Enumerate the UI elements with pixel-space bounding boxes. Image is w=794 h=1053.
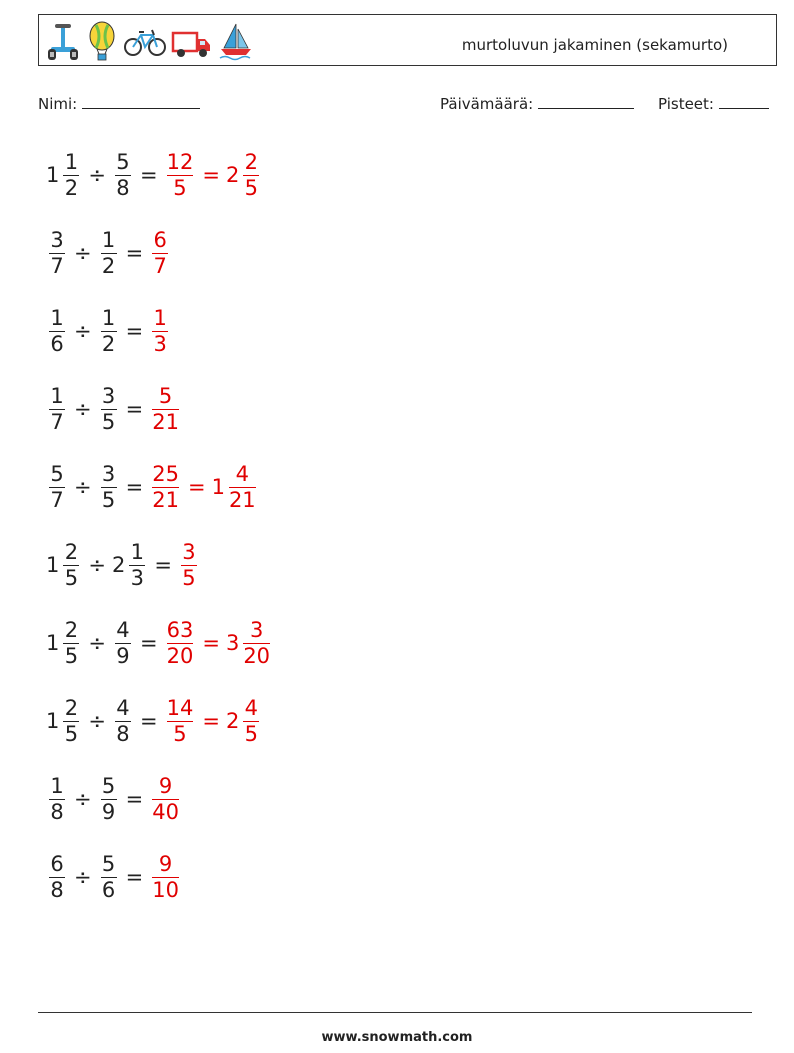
dividend <box>46 462 68 513</box>
dividend-fraction <box>49 852 65 903</box>
equals-sign: = <box>139 709 158 733</box>
divide-sign: ÷ <box>88 631 106 655</box>
divisor-fraction <box>101 462 117 513</box>
divide-sign: ÷ <box>88 709 106 733</box>
dividend-numerator: 1 <box>50 383 64 408</box>
dividend-fraction <box>49 384 65 435</box>
answer-denominator: 5 <box>173 721 187 746</box>
dividend-fraction <box>63 696 79 747</box>
segway-icon <box>45 21 81 61</box>
answer-mixed-denominator: 5 <box>244 721 258 746</box>
dividend-fraction <box>49 774 65 825</box>
divide-sign: ÷ <box>74 475 92 499</box>
dividend-whole: 1 <box>46 163 60 187</box>
equals-sign: = <box>202 631 220 655</box>
header-icons <box>45 21 255 61</box>
dividend-numerator: 2 <box>64 539 79 564</box>
divisor <box>98 228 120 279</box>
answer-mixed-fraction <box>243 696 259 747</box>
answer-numerator: 9 <box>158 851 173 876</box>
equals-sign: = <box>125 319 144 343</box>
score-blank[interactable] <box>719 94 769 109</box>
divide-sign: ÷ <box>74 397 92 421</box>
divide-sign: ÷ <box>88 553 106 577</box>
problem-row <box>46 608 273 678</box>
dividend <box>46 384 68 435</box>
divisor-fraction <box>129 540 145 591</box>
divisor-whole: 2 <box>111 553 126 577</box>
dividend <box>46 852 68 903</box>
answer-mixed-whole: 2 <box>225 163 240 187</box>
dividend <box>46 306 68 357</box>
answer-fraction <box>167 696 194 747</box>
dividend-numerator: 3 <box>50 227 64 252</box>
answer-mixed-whole: 2 <box>225 709 240 733</box>
answer <box>164 696 197 747</box>
divisor-denominator: 9 <box>101 799 116 824</box>
truck-icon <box>171 21 213 61</box>
equals-sign: = <box>154 553 172 577</box>
dividend-denominator: 8 <box>50 877 64 902</box>
answer-numerator: 3 <box>182 539 196 564</box>
divisor <box>112 618 134 669</box>
divisor-numerator: 1 <box>101 227 116 252</box>
problem-row <box>46 452 259 522</box>
answer-fraction <box>152 852 179 903</box>
answer-mixed-numerator: 4 <box>235 461 249 486</box>
divisor <box>112 696 134 747</box>
answer-denominator: 21 <box>152 409 179 434</box>
divisor <box>98 462 120 513</box>
divisor-numerator: 5 <box>116 149 130 174</box>
answer <box>164 618 197 669</box>
dividend-numerator: 1 <box>50 305 64 330</box>
answer-mixed-numerator: 4 <box>244 695 258 720</box>
divisor-fraction <box>115 150 131 201</box>
answer <box>149 228 171 279</box>
problem-row <box>46 530 200 600</box>
answer-denominator: 40 <box>152 799 179 824</box>
answer-numerator: 12 <box>166 149 194 174</box>
dividend-numerator: 1 <box>50 773 64 798</box>
answer <box>149 774 182 825</box>
answer-fraction <box>152 384 179 435</box>
dividend-denominator: 6 <box>50 331 64 356</box>
worksheet-title: murtoluvun jakaminen (sekamurto) <box>461 36 728 54</box>
divisor-fraction <box>101 384 117 435</box>
answer <box>149 384 182 435</box>
hot-air-balloon-icon <box>85 21 119 61</box>
name-label: Nimi: <box>38 95 78 113</box>
divide-sign: ÷ <box>74 319 92 343</box>
dividend-fraction <box>49 306 65 357</box>
footer-divider <box>38 1012 752 1013</box>
divisor <box>98 306 120 357</box>
date-label: Päivämäärä: <box>440 95 534 113</box>
divisor-fraction <box>101 774 117 825</box>
divide-sign: ÷ <box>74 787 92 811</box>
divisor <box>112 150 134 201</box>
divide-sign: ÷ <box>74 865 92 889</box>
answer-mixed-fraction <box>243 150 259 201</box>
answer-numerator: 9 <box>158 773 173 798</box>
answer-denominator: 3 <box>153 331 167 356</box>
dividend-fraction <box>63 618 79 669</box>
answer-denominator: 20 <box>166 643 194 668</box>
equals-sign: = <box>125 397 144 421</box>
equals-sign: = <box>139 163 158 187</box>
divisor-numerator: 4 <box>116 695 130 720</box>
divisor-fraction <box>101 306 117 357</box>
divisor <box>98 774 120 825</box>
answer-mixed-denominator: 20 <box>243 643 271 668</box>
dividend-numerator: 2 <box>64 695 79 720</box>
answer-fraction <box>167 618 194 669</box>
sailboat-icon <box>217 21 255 61</box>
divide-sign: ÷ <box>74 241 92 265</box>
dividend-numerator: 6 <box>50 851 64 876</box>
divisor-fraction <box>101 228 117 279</box>
score-label: Pisteet: <box>658 95 714 113</box>
dividend <box>46 774 68 825</box>
problem-row <box>46 374 182 444</box>
answer <box>178 540 200 591</box>
dividend <box>46 618 82 669</box>
answer-mixed-whole: 1 <box>211 475 225 499</box>
answer-mixed-fraction <box>229 462 256 513</box>
answer-fraction <box>181 540 197 591</box>
divisor-denominator: 5 <box>101 409 116 434</box>
problem-row <box>46 140 262 210</box>
problem-row <box>46 686 262 756</box>
dividend-whole: 1 <box>46 553 60 577</box>
equals-sign: = <box>125 475 144 499</box>
answer-fraction <box>152 228 168 279</box>
bicycle-icon <box>123 21 167 61</box>
answer-mixed-whole: 3 <box>225 631 240 655</box>
answer-fraction <box>152 774 179 825</box>
divisor <box>98 852 120 903</box>
footer-url: www.snowmath.com <box>321 1030 473 1045</box>
answer-fraction <box>152 306 168 357</box>
dividend-denominator: 8 <box>50 799 64 824</box>
answer-numerator: 14 <box>166 695 194 720</box>
answer-denominator: 21 <box>152 487 179 512</box>
dividend <box>46 540 82 591</box>
divisor-denominator: 2 <box>101 253 116 278</box>
divisor-denominator: 3 <box>130 565 145 590</box>
equals-sign: = <box>125 241 144 265</box>
name-field <box>38 94 200 113</box>
dividend-numerator: 2 <box>64 617 79 642</box>
answer-numerator: 63 <box>166 617 194 642</box>
divisor-fraction <box>115 618 131 669</box>
divisor-numerator: 4 <box>116 617 130 642</box>
equals-sign: = <box>202 709 220 733</box>
answer-numerator: 6 <box>153 227 167 252</box>
equals-sign: = <box>187 475 206 499</box>
answer-denominator: 5 <box>173 175 187 200</box>
problem-row <box>46 842 182 912</box>
dividend-denominator: 5 <box>64 643 79 668</box>
answer-denominator: 10 <box>152 877 179 902</box>
answer <box>164 150 197 201</box>
answer-denominator: 5 <box>182 565 196 590</box>
dividend <box>46 150 82 201</box>
answer-mixed <box>226 618 273 669</box>
equals-sign: = <box>125 865 144 889</box>
answer-mixed-denominator: 5 <box>244 175 258 200</box>
divisor-denominator: 9 <box>116 643 130 668</box>
dividend-fraction <box>63 150 79 201</box>
name-blank[interactable] <box>82 94 200 109</box>
answer-mixed-denominator: 21 <box>228 487 256 512</box>
dividend-denominator: 7 <box>50 253 64 278</box>
dividend-numerator: 1 <box>64 149 79 174</box>
answer-mixed-fraction <box>243 618 270 669</box>
divisor-fraction <box>101 852 117 903</box>
equals-sign: = <box>202 163 220 187</box>
divisor-denominator: 8 <box>116 721 130 746</box>
answer <box>149 306 171 357</box>
dividend-whole: 1 <box>46 631 60 655</box>
divisor <box>98 384 120 435</box>
dividend-denominator: 5 <box>64 721 79 746</box>
dividend-fraction <box>63 540 79 591</box>
divisor-numerator: 3 <box>101 383 116 408</box>
dividend-numerator: 5 <box>50 461 64 486</box>
problem-row <box>46 764 182 834</box>
worksheet-header <box>38 14 777 66</box>
dividend-fraction <box>49 228 65 279</box>
date-blank[interactable] <box>538 94 634 109</box>
equals-sign: = <box>125 787 144 811</box>
dividend-whole: 1 <box>46 709 60 733</box>
divisor-numerator: 1 <box>130 539 145 564</box>
answer-fraction <box>152 462 179 513</box>
dividend-fraction <box>49 462 65 513</box>
divisor-denominator: 5 <box>101 487 116 512</box>
date-field <box>440 94 634 113</box>
dividend <box>46 228 68 279</box>
answer <box>149 852 182 903</box>
answer-numerator: 25 <box>152 461 179 486</box>
problem-row <box>46 296 171 366</box>
problem-row <box>46 218 171 288</box>
answer-numerator: 5 <box>158 383 173 408</box>
divide-sign: ÷ <box>88 163 106 187</box>
divisor-fraction <box>115 696 131 747</box>
answer-mixed-numerator: 2 <box>244 149 258 174</box>
divisor-numerator: 3 <box>101 461 116 486</box>
dividend-denominator: 7 <box>50 409 64 434</box>
answer <box>149 462 182 513</box>
divisor-denominator: 8 <box>116 175 130 200</box>
divisor-denominator: 6 <box>101 877 116 902</box>
divisor <box>112 540 148 591</box>
answer-mixed <box>226 696 262 747</box>
dividend-denominator: 7 <box>50 487 64 512</box>
divisor-numerator: 1 <box>101 305 116 330</box>
divisor-numerator: 5 <box>101 851 116 876</box>
divisor-numerator: 5 <box>101 773 116 798</box>
answer-denominator: 7 <box>153 253 167 278</box>
divisor-denominator: 2 <box>101 331 116 356</box>
dividend-denominator: 5 <box>64 565 79 590</box>
answer-fraction <box>167 150 194 201</box>
dividend <box>46 696 82 747</box>
answer-mixed <box>226 150 262 201</box>
dividend-denominator: 2 <box>64 175 79 200</box>
answer-numerator: 1 <box>153 305 167 330</box>
score-field <box>658 94 769 113</box>
answer-mixed-numerator: 3 <box>249 617 264 642</box>
equals-sign: = <box>139 631 158 655</box>
answer-mixed <box>212 462 259 513</box>
